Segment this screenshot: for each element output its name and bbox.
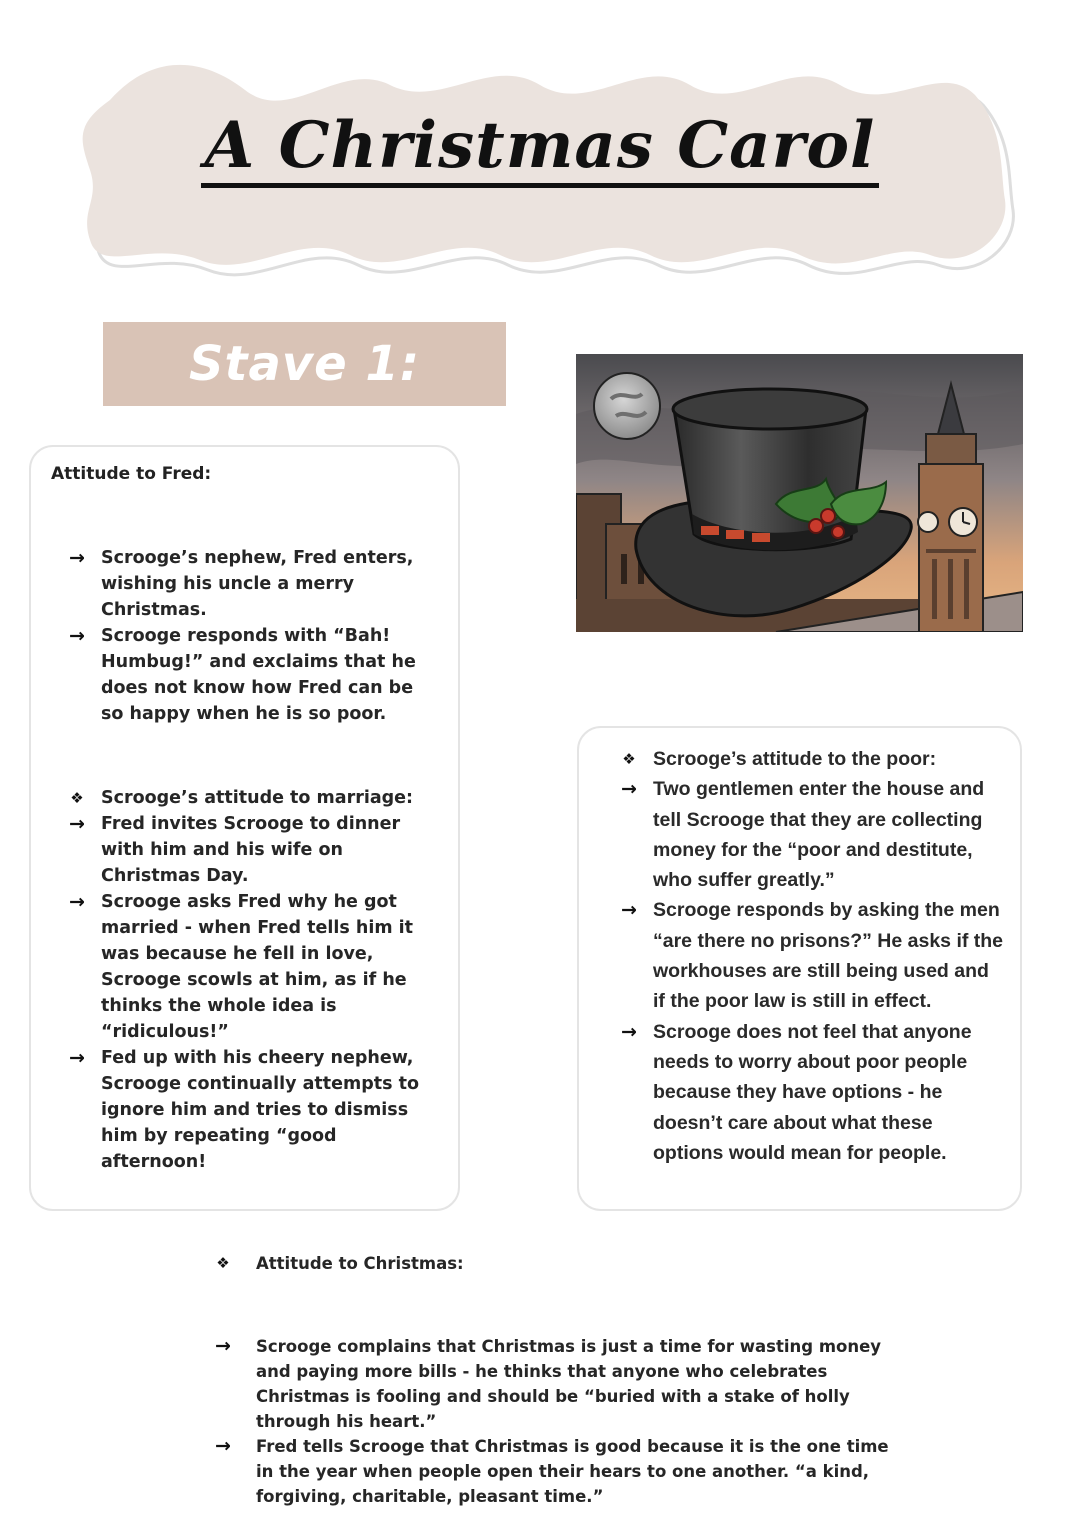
arrow-icon: → [69,547,85,569]
diamond-bullet-icon: ❖ [216,1254,230,1272]
list-item: → Fred tells Scrooge that Christmas is good because it is the one time in the year when people open their hears to one another. “a kind, forgiving, charitable, pleasant time.” [190,1434,910,1509]
arrow-icon: → [621,899,637,922]
marriage-heading: ❖ Scrooge’s attitude to marriage: [53,785,438,811]
list-item: → Scrooge does not feel that anyone needs to worry about poor people because they have options - he doesn’t care about what these options would mean for people. [605,1017,1005,1168]
list-item: → Scrooge responds with “Bah! Humbug!” and exclaims that he does not know how Fred can be so happy when he is so poor. [53,623,438,727]
attitude-to-poor-panel [577,726,1022,1211]
arrow-icon: → [215,1435,231,1457]
list-item: → Scrooge’s nephew, Fred enters, wishing his uncle a merry Christmas. [53,545,438,623]
list-item: → Scrooge responds by asking the men “are there no prisons?” He asks if the workhouses are still being used and if the poor law is still in effect. [605,895,1005,1016]
poor-list [605,744,1005,1168]
arrow-icon: → [215,1335,231,1357]
christmas-heading: ❖ Attitude to Christmas: [190,1251,910,1276]
page-title-text: A Christmas Carol [201,108,880,188]
arrow-icon: → [69,625,85,647]
stave-label: Stave 1: [103,322,506,406]
fred-heading: Attitude to Fred: [51,464,212,484]
diamond-bullet-icon: ❖ [622,750,636,768]
fred-list [53,545,438,727]
marriage-list [53,785,438,1175]
list-item: → Scrooge asks Fred why he got married - when Fred tells him it was because he fell in love, Scrooge scowls at him, as if he thinks the whole idea is “ridiculous!” [53,889,438,1045]
top-hat-big-ben-image [576,354,1023,632]
list-item: → Fred invites Scrooge to dinner with him and his wife on Christmas Day. [53,811,438,889]
page-title [0,108,1080,183]
list-item: → Fed up with his cheery nephew, Scrooge continually attempts to ignore him and tries to dismiss him by repeating “good afternoon! [53,1045,438,1175]
top-hat-illustration [576,354,1023,632]
arrow-icon: → [621,778,637,801]
diamond-bullet-icon: ❖ [70,789,84,807]
list-item: → Two gentlemen enter the house and tell Scrooge that they are collecting money for the “poor and destitute, who suffer greatly.” [605,774,1005,895]
list-item: → Scrooge complains that Christmas is just a time for wasting money and paying more bills - he thinks that anyone who celebrates Christmas is fooling and should be “buried with a stake of holly through his heart.” [190,1334,910,1434]
arrow-icon: → [621,1020,637,1043]
arrow-icon: → [69,813,85,835]
attitude-to-fred-panel [29,445,460,1211]
arrow-icon: → [69,1047,85,1069]
attitude-to-christmas-section [190,1251,910,1509]
arrow-icon: → [69,891,85,913]
poor-heading: ❖ Scrooge’s attitude to the poor: [605,744,1005,774]
